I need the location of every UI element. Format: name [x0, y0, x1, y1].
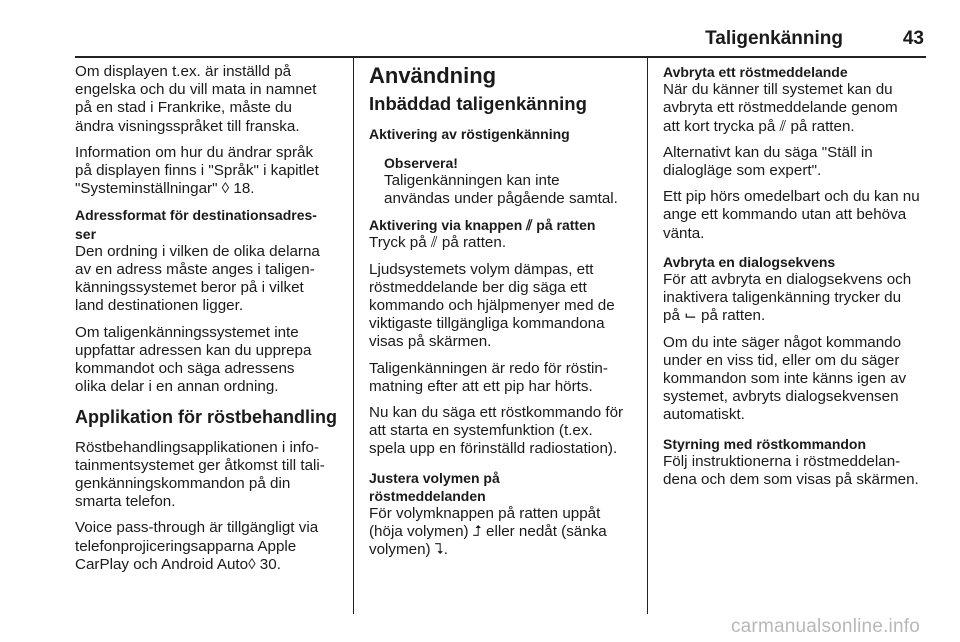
note-title: Observera! — [384, 154, 458, 171]
paragraph: Taligenkänningen är redo för röstin- matning efter att ett pip har hörts. — [369, 359, 608, 395]
paragraph: För att avbryta en dialogsekvens och inaktivera taligenkänning trycker du på ⌙ på ratten. — [663, 271, 912, 325]
subheading: Avbryta ett röstmeddelande — [663, 64, 848, 80]
note-box — [384, 154, 637, 209]
column-divider-2 — [647, 58, 648, 614]
chapter-heading: Användning — [369, 63, 497, 88]
paragraph: Om displayen t.ex. är inställd på engelska och du vill mata in namnet på en stad i Frankrike, måste du ändra visningsspråket till franska. — [75, 63, 317, 135]
header-rule — [75, 56, 926, 58]
paragraph: Om taligenkänningssystemet inte uppfattar adressen kan du upprepa kommandot och säga adressens olika delar i en annan ordning. — [75, 323, 312, 396]
subheading: Aktivering av röstigenkänning — [369, 126, 570, 143]
section-heading: Applikation för röstbehandling — [75, 407, 337, 428]
paragraph: Ljudsystemets volym dämpas, ett röstmeddelande ber dig säga ett kommando och hjälpmenyer med de viktigaste tillgängliga kommandona visas på skärmen. — [369, 260, 615, 351]
section-title: Taligenkänning — [705, 28, 843, 49]
paragraph: Alternativt kan du säga "Ställ in dialogläge som expert". — [663, 143, 873, 180]
watermark: carmanualsonline.info — [730, 616, 920, 637]
paragraph: Röstbehandlingsapplikationen i info- tainmentsystemet ger åtkomst till tali- genkänningskommandon på din smarta telefon. — [75, 438, 325, 511]
column-3 — [663, 63, 931, 497]
paragraph: För volymknappen på ratten uppåt (höja volymen) ⮥ eller nedåt (sänka volymen) ⮧. — [369, 505, 607, 559]
paragraph: Följ instruktionerna i röstmeddelan- dena och dem som visas på skärmen. — [663, 452, 919, 489]
paragraph: Om du inte säger något kommando under en viss tid, eller om du säger kommandon som inte känns igen av systemet, avbryts dialogsekvensen automatiskt. — [663, 333, 907, 424]
subheading: Avbryta en dialogsekvens — [663, 253, 836, 270]
subheading: Justera volymen på röstmeddelanden — [369, 469, 500, 504]
note-body: Taligenkänningen kan inte användas under pågående samtal. — [384, 171, 618, 208]
paragraph: Information om hur du ändrar språk på displayen finns i "Språk" i kapitlet "Systeminställningar" ◊ 18. — [75, 143, 319, 198]
subheading: Adressformat för destinationsadres- ser — [75, 207, 317, 242]
subheading: Styrning med röstkommandon — [663, 435, 867, 452]
subheading: Aktivering via knappen ⫽ på ratten — [369, 217, 596, 234]
paragraph: Voice pass-through är tillgängligt via telefonprojiceringsapparna Apple CarPlay och Android Auto◊ 30. — [75, 519, 319, 573]
section-heading: Inbäddad taligenkänning — [369, 93, 587, 115]
column-2 — [369, 63, 637, 568]
paragraph: Tryck på ⫽ på ratten. — [369, 234, 507, 252]
paragraph: Nu kan du säga ett röstkommando för att starta en systemfunktion (t.ex. spela upp en förinställd radiostation). — [369, 404, 624, 458]
paragraph: Den ordning i vilken de olika delarna av en adress måste anges i taligen- känningssystemet beror på i vilket land destinationen ligger. — [75, 242, 320, 315]
column-1 — [75, 63, 345, 582]
page-number: 43 — [902, 28, 924, 49]
column-divider-1 — [353, 58, 354, 614]
paragraph: Ett pip hörs omedelbart och du kan nu ange ett kommando utan att behöva vänta. — [663, 188, 920, 242]
paragraph: När du känner till systemet kan du avbryta ett röstmeddelande genom att kort trycka på ⫽ på ratten. — [663, 81, 898, 135]
